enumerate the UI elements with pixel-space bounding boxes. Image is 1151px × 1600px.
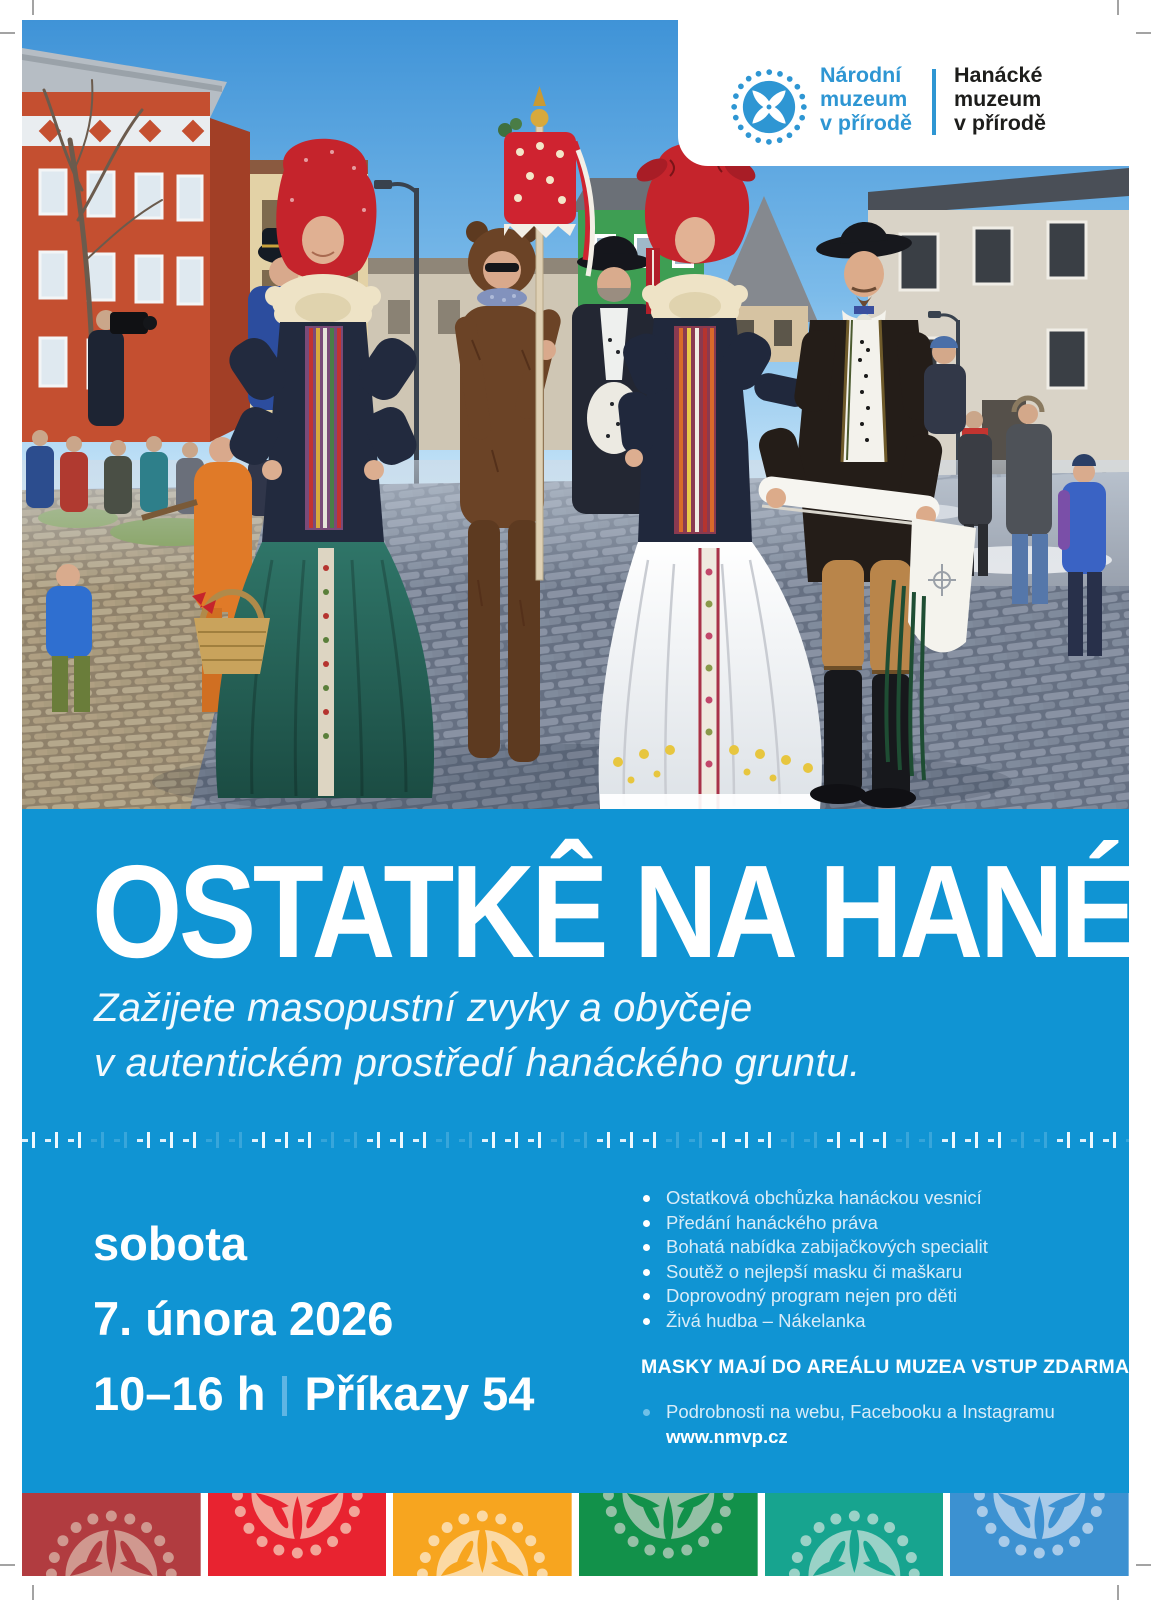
event-place: Příkazy 54: [304, 1367, 535, 1420]
program-item-text: Doprovodný program nejen pro děti: [666, 1285, 958, 1307]
crop-mark: [1117, 0, 1119, 15]
museum-logo-icon: [728, 66, 810, 148]
crop-mark: [0, 32, 15, 34]
embroidery-divider: [22, 1127, 1129, 1153]
program-item-text: Bohatá nabídka zabijačkových specialit: [666, 1236, 988, 1258]
ornament-square-dark-red: [22, 1493, 201, 1576]
logo-hanacke-line: v přírodě: [954, 111, 1046, 135]
website-url: www.nmvp.cz: [666, 1425, 788, 1447]
ornament-square-red: [208, 1493, 387, 1576]
crop-mark: [32, 0, 34, 15]
logo-hanacke-line: Hanácké: [954, 63, 1043, 87]
logo-divider: [932, 69, 936, 135]
list-item: [643, 1309, 988, 1334]
event-day: sobota: [93, 1217, 248, 1270]
subtitle-line1: Zažijete masopustní zvyky a obyčeje: [94, 986, 753, 1030]
program-list: [643, 1186, 988, 1334]
logo-text-hanacke: [954, 63, 1046, 135]
list-item: [643, 1211, 988, 1236]
program-item-text: Předání hanáckého práva: [666, 1211, 878, 1233]
event-time: 10–16 h: [93, 1367, 266, 1420]
ornament-square-teal: [765, 1493, 944, 1576]
bullet-icon: [643, 1318, 650, 1325]
crop-mark: [1136, 32, 1151, 34]
list-item: [643, 1186, 988, 1211]
subtitle-line2: v autentickém prostředí hanáckého gruntu.: [94, 1041, 861, 1085]
more-info: [643, 1400, 1055, 1449]
bullet-icon: [643, 1195, 650, 1202]
event-date: 7. února 2026: [93, 1292, 394, 1345]
kerchief: [908, 518, 976, 652]
masks-free-entry-note: MASKY MAJÍ DO AREÁLU MUZEA VSTUP ZDARMA: [641, 1356, 1130, 1378]
crop-mark: [0, 1564, 15, 1566]
ornament-square-blue: [950, 1493, 1129, 1576]
logo-national-line: Národní: [820, 63, 902, 87]
bullet-icon: [643, 1269, 650, 1276]
time-place-divider: [282, 1376, 287, 1416]
program-item-text: Živá hudba – Nákelanka: [666, 1309, 866, 1331]
event-details: [93, 1206, 534, 1431]
logo-text-national: [820, 63, 912, 135]
poster-subtitle: [94, 981, 860, 1091]
bullet-icon: [643, 1244, 650, 1251]
list-item: [643, 1235, 988, 1260]
crop-mark: [32, 1585, 34, 1600]
bullet-icon: [643, 1293, 650, 1300]
logo-national-line: muzeum: [820, 87, 908, 111]
list-item: [643, 1284, 988, 1309]
crop-mark: [1117, 1585, 1119, 1600]
bullet-icon: [643, 1409, 650, 1416]
footer-ornament-strip: [22, 1493, 1129, 1576]
museum-logo-card: [678, 0, 1129, 166]
poster-title: OSTATKÊ NA HANÉ: [92, 838, 1135, 985]
info-panel: [22, 809, 1135, 1493]
ornament-square-orange: [393, 1493, 572, 1576]
event-time-place: [93, 1356, 534, 1431]
bullet-icon: [643, 1220, 650, 1227]
list-item: [643, 1260, 988, 1285]
list-item: [643, 1400, 1055, 1425]
logo-national-line: v přírodě: [820, 111, 912, 135]
program-item-text: Ostatková obchůzka hanáckou vesnicí: [666, 1187, 982, 1208]
crop-mark: [1136, 1564, 1151, 1566]
info-text: Podrobnosti na webu, Facebooku a Instagramu: [666, 1401, 1055, 1422]
logo-hanacke-line: muzeum: [954, 87, 1042, 111]
program-item-text: Soutěž o nejlepší masku či maškaru: [666, 1260, 963, 1282]
ornament-square-green: [579, 1493, 758, 1576]
